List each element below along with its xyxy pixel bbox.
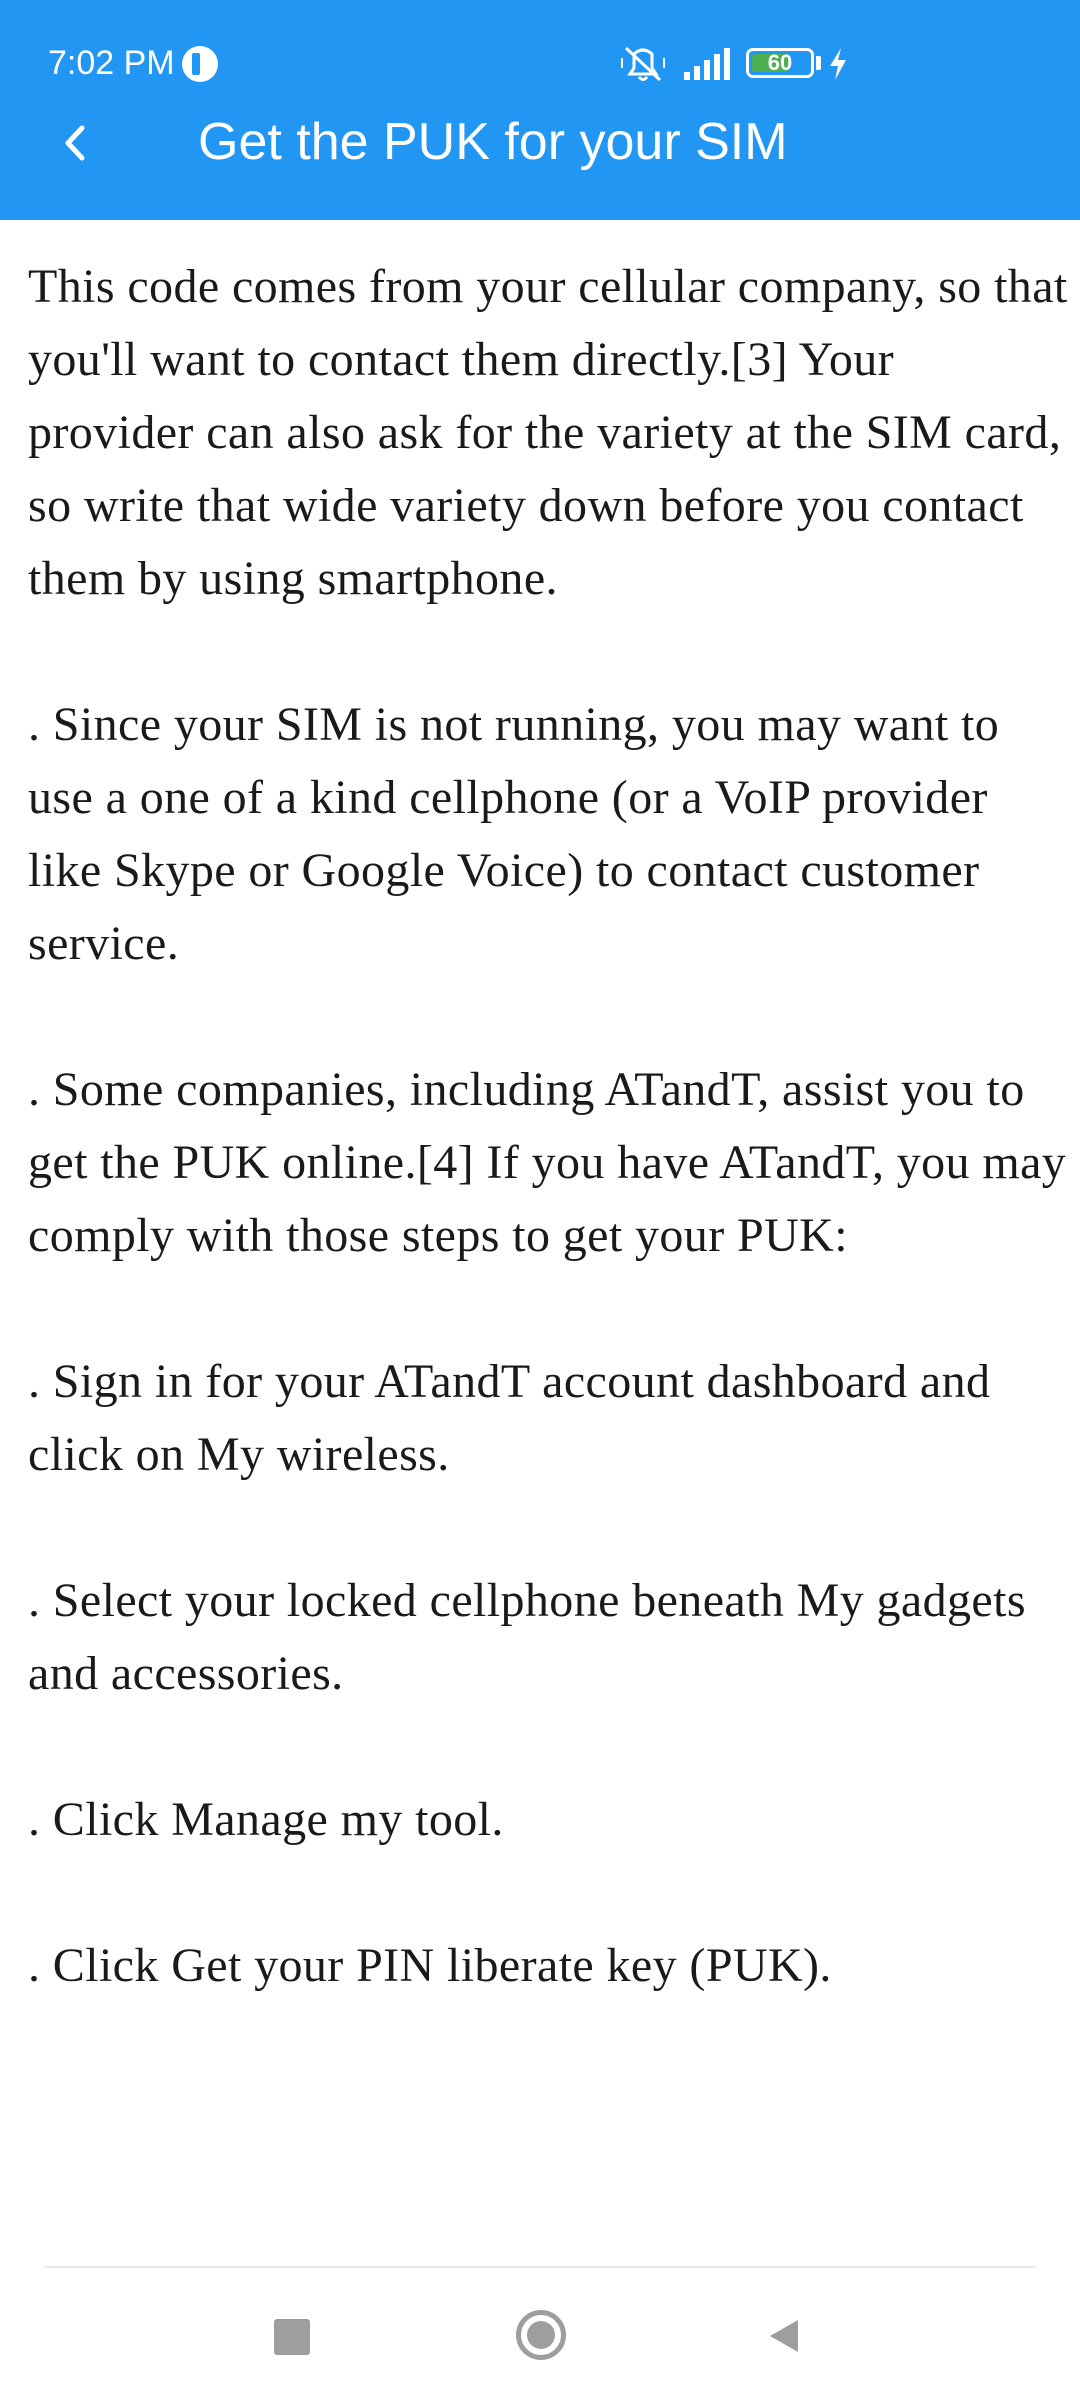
status-time: 7:02 PM (48, 44, 175, 82)
home-circle-icon[interactable] (516, 2310, 566, 2360)
app-notification-icon (182, 46, 218, 82)
chevron-left-icon (68, 128, 82, 158)
article-paragraph: This code comes from your cellular company, so that you'll want to contact them directly.[3] Your provider can also ask for the variety at the SIM card, so write that wide variety down before you contact them by using smartphone. (28, 260, 1068, 605)
vibrate-mute-icon (620, 44, 666, 84)
article-body[interactable] (28, 250, 1068, 2075)
recents-square-icon[interactable] (274, 2319, 310, 2355)
status-bar (0, 0, 1080, 130)
back-triangle-icon[interactable] (764, 2316, 804, 2356)
article-paragraph: . Click Manage my tool. (28, 1793, 504, 1846)
article-paragraph: . Some companies, including ATandT, assist you to get the PUK online.[4] If you have ATandT, you may comply with those steps to get your PUK: (28, 1063, 1067, 1262)
battery-level-text: 60 (767, 50, 793, 75)
system-nav-bar (0, 2266, 1080, 2400)
article-paragraph: . Sign in for your ATandT account dashboard and click on My wireless. (28, 1355, 991, 1481)
app-header (0, 0, 1080, 220)
article-paragraph: . Since your SIM is not running, you may want to use a one of a kind cellphone (or a VoIP provider like Skype or Google Voice) to contact customer service. (28, 698, 1000, 970)
article-paragraph: . Select your locked cellphone beneath My gadgets and accessories. (28, 1574, 1026, 1700)
battery-icon (746, 48, 814, 78)
page-title: Get the PUK for your SIM (198, 113, 788, 171)
status-icons (620, 42, 860, 86)
back-button[interactable] (40, 108, 110, 178)
article-paragraph: . Click Get your PIN liberate key (PUK). (28, 1939, 832, 1992)
nav-divider (44, 2266, 1036, 2268)
battery-tip (816, 56, 821, 70)
signal-icon (682, 46, 734, 82)
charging-icon (826, 46, 850, 82)
